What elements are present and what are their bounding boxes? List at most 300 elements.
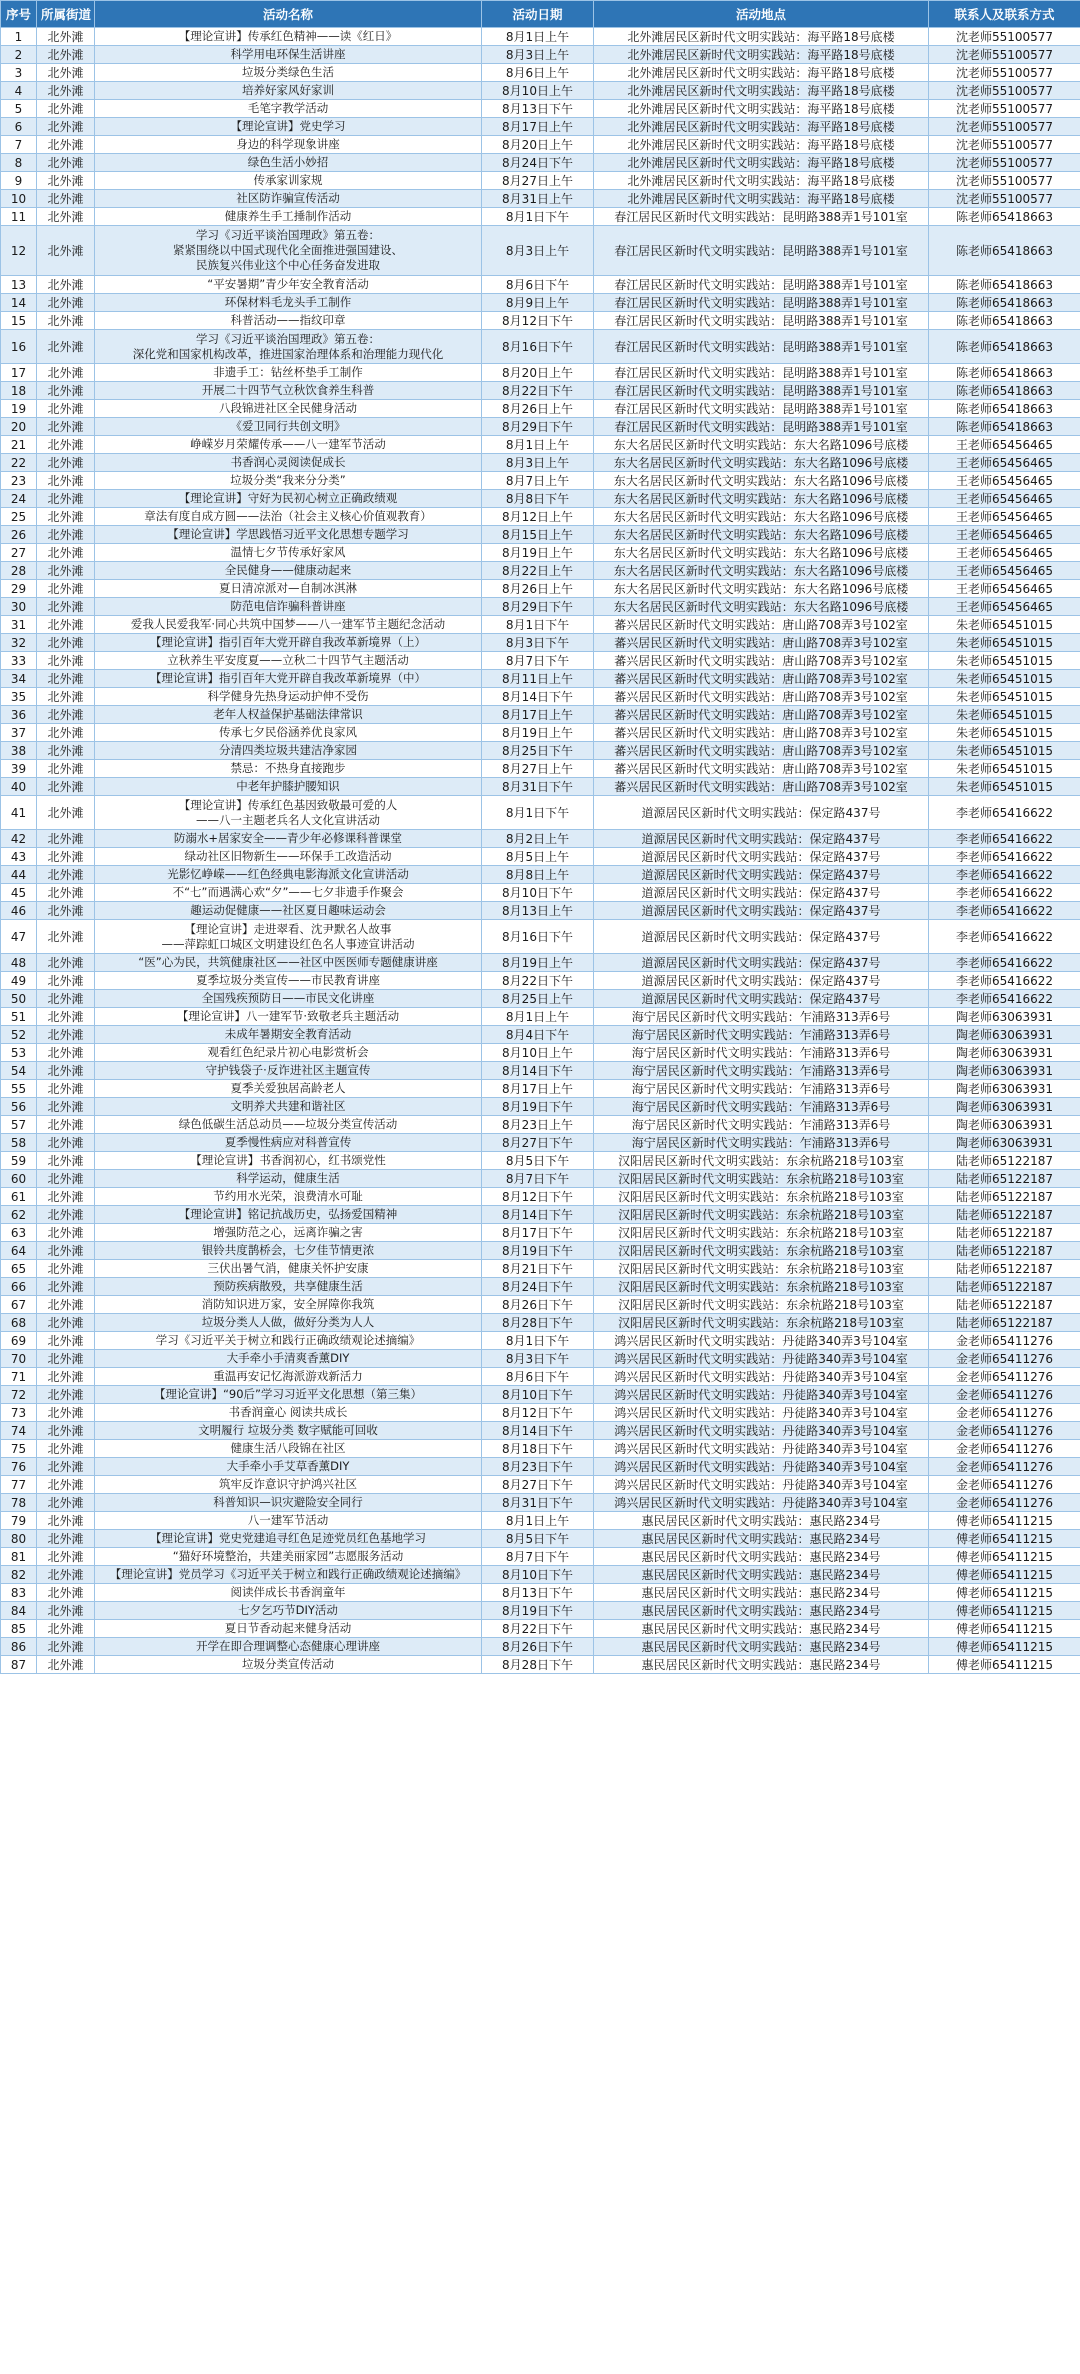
row-index: 48 [1,954,37,972]
row-activity-name: 温情七夕节传承好家风 [95,544,482,562]
row-contact: 陶老师63063931 [929,1116,1080,1134]
row-street: 北外滩 [37,364,95,382]
row-activity-name: 银铃共度鹊桥会，七夕佳节情更浓 [95,1242,482,1260]
row-activity-date: 8月8日上午 [482,866,594,884]
row-street: 北外滩 [37,1386,95,1404]
row-activity-location: 东大名居民区新时代文明实践站：东大名路1096号底楼 [594,436,929,454]
row-street: 北外滩 [37,1620,95,1638]
row-activity-location: 蕃兴居民区新时代文明实践站：唐山路708弄3号102室 [594,742,929,760]
row-activity-location: 惠民居民区新时代文明实践站：惠民路234号 [594,1530,929,1548]
row-street: 北外滩 [37,118,95,136]
row-activity-name: 防溺水+居家安全——青少年必修课科普课堂 [95,830,482,848]
row-street: 北外滩 [37,616,95,634]
row-street: 北外滩 [37,884,95,902]
row-activity-date: 8月19日上午 [482,544,594,562]
row-activity-name: 全国残疾预防日——市民文化讲座 [95,990,482,1008]
row-street: 北外滩 [37,526,95,544]
table-row [1,1602,1080,1620]
row-street: 北外滩 [37,208,95,226]
row-activity-location: 道源居民区新时代文明实践站：保定路437号 [594,972,929,990]
row-activity-date: 8月17日上午 [482,118,594,136]
row-activity-date: 8月22日下午 [482,382,594,400]
row-activity-name: 环保材料毛龙头手工制作 [95,294,482,312]
row-index: 17 [1,364,37,382]
row-activity-location: 北外滩居民区新时代文明实践站：海平路18号底楼 [594,172,929,190]
row-activity-name: 七夕乞巧节DIY活动 [95,1602,482,1620]
row-index: 3 [1,64,37,82]
table-row [1,848,1080,866]
row-activity-date: 8月3日下午 [482,1350,594,1368]
row-activity-name: 节约用水光荣，浪费清水可耻 [95,1188,482,1206]
row-activity-location: 北外滩居民区新时代文明实践站：海平路18号底楼 [594,82,929,100]
row-index: 20 [1,418,37,436]
row-activity-name: 垃圾分类“我来分分类” [95,472,482,490]
row-activity-name: 【理论宣讲】八一建军节·致敬老兵主题活动 [95,1008,482,1026]
row-contact: 陈老师65418663 [929,294,1080,312]
table-row [1,472,1080,490]
row-activity-location: 海宁居民区新时代文明实践站：乍浦路313弄6号 [594,1080,929,1098]
table-row [1,1224,1080,1242]
row-activity-name: 增强防范之心，远离诈骗之害 [95,1224,482,1242]
row-contact: 朱老师65451015 [929,616,1080,634]
row-activity-name: 【理论宣讲】指引百年大党开辟自我改革新境界（上） [95,634,482,652]
row-contact: 傅老师65411215 [929,1548,1080,1566]
row-activity-location: 海宁居民区新时代文明实践站：乍浦路313弄6号 [594,1062,929,1080]
row-index: 54 [1,1062,37,1080]
table-row [1,778,1080,796]
row-activity-name: 【理论宣讲】学思践悟习近平文化思想专题学习 [95,526,482,544]
row-index: 87 [1,1656,37,1674]
row-street: 北外滩 [37,1026,95,1044]
row-contact: 朱老师65451015 [929,742,1080,760]
row-activity-date: 8月10日上午 [482,82,594,100]
row-contact: 朱老师65451015 [929,652,1080,670]
row-activity-name: 光影忆峥嵘——红色经典电影海派文化宣讲活动 [95,866,482,884]
table-row [1,172,1080,190]
table-row [1,490,1080,508]
row-contact: 王老师65456465 [929,436,1080,454]
row-index: 18 [1,382,37,400]
row-activity-date: 8月31日上午 [482,190,594,208]
row-activity-name: 科普知识—识灾避险安全同行 [95,1494,482,1512]
row-street: 北外滩 [37,742,95,760]
row-activity-name: 学习《习近平关于树立和践行正确政绩观论述摘编》 [95,1332,482,1350]
header-contact: 联系人及联系方式 [929,1,1080,28]
row-activity-location: 汉阳居民区新时代文明实践站：东余杭路218号103室 [594,1188,929,1206]
row-contact: 李老师65416622 [929,990,1080,1008]
row-index: 66 [1,1278,37,1296]
row-contact: 陆老师65122187 [929,1296,1080,1314]
row-contact: 王老师65456465 [929,598,1080,616]
row-contact: 李老师65416622 [929,954,1080,972]
row-street: 北外滩 [37,670,95,688]
row-activity-location: 海宁居民区新时代文明实践站：乍浦路313弄6号 [594,1044,929,1062]
row-street: 北外滩 [37,1224,95,1242]
row-activity-date: 8月19日上午 [482,724,594,742]
row-activity-date: 8月7日下午 [482,1170,594,1188]
row-index: 85 [1,1620,37,1638]
row-activity-date: 8月17日上午 [482,706,594,724]
row-activity-location: 春江居民区新时代文明实践站：昆明路388弄1号101室 [594,330,929,364]
row-activity-date: 8月19日下午 [482,1602,594,1620]
row-contact: 傅老师65411215 [929,1512,1080,1530]
row-index: 6 [1,118,37,136]
row-activity-date: 8月19日上午 [482,954,594,972]
row-activity-date: 8月22日上午 [482,562,594,580]
table-row [1,830,1080,848]
row-activity-name: 垃圾分类人人做，做好分类为人人 [95,1314,482,1332]
row-activity-name: 【理论宣讲】指引百年大党开辟自我改革新境界（中） [95,670,482,688]
row-activity-name: 开学在即合理调整心态健康心理讲座 [95,1638,482,1656]
row-contact: 金老师65411276 [929,1404,1080,1422]
table-row [1,1062,1080,1080]
row-activity-name: 垃圾分类绿色生活 [95,64,482,82]
row-contact: 傅老师65411215 [929,1638,1080,1656]
row-street: 北外滩 [37,1584,95,1602]
table-row [1,1386,1080,1404]
row-contact: 陈老师65418663 [929,312,1080,330]
row-contact: 沈老师55100577 [929,154,1080,172]
row-index: 42 [1,830,37,848]
table-row [1,634,1080,652]
row-activity-location: 东大名居民区新时代文明实践站：东大名路1096号底楼 [594,508,929,526]
row-index: 21 [1,436,37,454]
row-index: 13 [1,276,37,294]
row-activity-date: 8月5日上午 [482,848,594,866]
row-index: 5 [1,100,37,118]
row-activity-name: 科学健身先热身运动护伸不受伤 [95,688,482,706]
row-contact: 傅老师65411215 [929,1566,1080,1584]
table-row [1,1422,1080,1440]
row-contact: 王老师65456465 [929,526,1080,544]
row-activity-location: 东大名居民区新时代文明实践站：东大名路1096号底楼 [594,544,929,562]
row-activity-date: 8月27日下午 [482,1134,594,1152]
table-row [1,190,1080,208]
row-activity-location: 汉阳居民区新时代文明实践站：东余杭路218号103室 [594,1260,929,1278]
table-row [1,706,1080,724]
table-row [1,1116,1080,1134]
row-index: 9 [1,172,37,190]
table-row [1,1260,1080,1278]
row-activity-date: 8月22日下午 [482,972,594,990]
row-activity-name: 【理论宣讲】铭记抗战历史，弘扬爱国精神 [95,1206,482,1224]
row-activity-name: 学习《习近平谈治国理政》第五卷： 紧紧围绕以中国式现代化全面推进强国建设、 民族复兴伟业这个中心任务奋发进取 [95,226,482,276]
row-activity-location: 春江居民区新时代文明实践站：昆明路388弄1号101室 [594,400,929,418]
row-index: 26 [1,526,37,544]
header-street: 所属街道 [37,1,95,28]
row-street: 北外滩 [37,902,95,920]
row-activity-location: 道源居民区新时代文明实践站：保定路437号 [594,848,929,866]
row-activity-location: 北外滩居民区新时代文明实践站：海平路18号底楼 [594,136,929,154]
row-activity-location: 鸿兴居民区新时代文明实践站：丹徒路340弄3号104室 [594,1332,929,1350]
table-row [1,954,1080,972]
row-activity-date: 8月17日上午 [482,1080,594,1098]
row-activity-date: 8月1日上午 [482,1512,594,1530]
row-activity-date: 8月10日下午 [482,884,594,902]
row-index: 80 [1,1530,37,1548]
row-street: 北外滩 [37,418,95,436]
row-index: 38 [1,742,37,760]
table-row [1,902,1080,920]
row-activity-location: 春江居民区新时代文明实践站：昆明路388弄1号101室 [594,208,929,226]
row-activity-name: 夏日节香动起来健身活动 [95,1620,482,1638]
row-contact: 傅老师65411215 [929,1584,1080,1602]
row-activity-date: 8月3日上午 [482,454,594,472]
row-activity-date: 8月2日上午 [482,830,594,848]
row-activity-location: 蕃兴居民区新时代文明实践站：唐山路708弄3号102室 [594,706,929,724]
row-contact: 朱老师65451015 [929,688,1080,706]
row-activity-location: 春江居民区新时代文明实践站：昆明路388弄1号101室 [594,312,929,330]
row-street: 北外滩 [37,330,95,364]
row-index: 62 [1,1206,37,1224]
row-street: 北外滩 [37,562,95,580]
table-row [1,598,1080,616]
row-activity-name: 老年人权益保护基础法律常识 [95,706,482,724]
row-street: 北外滩 [37,100,95,118]
row-activity-name: “平安暑期”青少年安全教育活动 [95,276,482,294]
table-row [1,1458,1080,1476]
row-activity-location: 道源居民区新时代文明实践站：保定路437号 [594,920,929,954]
row-activity-date: 8月6日上午 [482,64,594,82]
row-street: 北外滩 [37,1242,95,1260]
row-street: 北外滩 [37,1188,95,1206]
row-activity-name: 章法有度自成方圆——法治（社会主义核心价值观教育） [95,508,482,526]
row-index: 16 [1,330,37,364]
row-activity-location: 北外滩居民区新时代文明实践站：海平路18号底楼 [594,46,929,64]
row-contact: 陈老师65418663 [929,418,1080,436]
row-activity-date: 8月17日下午 [482,1224,594,1242]
row-street: 北外滩 [37,400,95,418]
row-street: 北外滩 [37,706,95,724]
row-activity-location: 东大名居民区新时代文明实践站：东大名路1096号底楼 [594,454,929,472]
row-contact: 陆老师65122187 [929,1314,1080,1332]
row-street: 北外滩 [37,848,95,866]
table-row [1,580,1080,598]
row-contact: 金老师65411276 [929,1494,1080,1512]
row-activity-name: 禁忌：不热身直接跑步 [95,760,482,778]
row-activity-date: 8月21日下午 [482,1260,594,1278]
row-activity-location: 鸿兴居民区新时代文明实践站：丹徒路340弄3号104室 [594,1458,929,1476]
row-activity-name: “猫好环境整治，共建美丽家园”志愿服务活动 [95,1548,482,1566]
row-contact: 陈老师65418663 [929,276,1080,294]
row-activity-date: 8月25日下午 [482,742,594,760]
row-activity-date: 8月25日上午 [482,990,594,1008]
row-activity-location: 蕃兴居民区新时代文明实践站：唐山路708弄3号102室 [594,760,929,778]
row-activity-location: 鸿兴居民区新时代文明实践站：丹徒路340弄3号104室 [594,1368,929,1386]
row-activity-name: 【理论宣讲】党员学习《习近平关于树立和践行正确政绩观论述摘编》 [95,1566,482,1584]
row-contact: 朱老师65451015 [929,634,1080,652]
row-activity-location: 春江居民区新时代文明实践站：昆明路388弄1号101室 [594,418,929,436]
row-activity-location: 汉阳居民区新时代文明实践站：东余杭路218号103室 [594,1296,929,1314]
row-activity-location: 鸿兴居民区新时代文明实践站：丹徒路340弄3号104室 [594,1494,929,1512]
row-index: 27 [1,544,37,562]
row-activity-name: 八段锦进社区全民健身活动 [95,400,482,418]
row-activity-date: 8月26日下午 [482,1638,594,1656]
table-row [1,1206,1080,1224]
row-index: 11 [1,208,37,226]
row-street: 北外滩 [37,312,95,330]
row-activity-name: 文明履行 垃圾分类 数字赋能可回收 [95,1422,482,1440]
row-activity-name: 健康养生手工捶制作活动 [95,208,482,226]
row-activity-date: 8月20日上午 [482,364,594,382]
row-index: 49 [1,972,37,990]
row-contact: 金老师65411276 [929,1350,1080,1368]
row-activity-name: 【理论宣讲】传承红色精神——读《红日》 [95,28,482,46]
row-street: 北外滩 [37,46,95,64]
row-activity-date: 8月5日下午 [482,1530,594,1548]
row-activity-location: 惠民居民区新时代文明实践站：惠民路234号 [594,1584,929,1602]
row-index: 81 [1,1548,37,1566]
row-contact: 朱老师65451015 [929,670,1080,688]
row-activity-date: 8月5日下午 [482,1152,594,1170]
row-activity-location: 北外滩居民区新时代文明实践站：海平路18号底楼 [594,64,929,82]
row-activity-location: 东大名居民区新时代文明实践站：东大名路1096号底楼 [594,580,929,598]
table-row [1,312,1080,330]
row-contact: 沈老师55100577 [929,64,1080,82]
row-activity-name: 开展二十四节气立秋饮食养生科普 [95,382,482,400]
row-street: 北外滩 [37,1332,95,1350]
table-row [1,526,1080,544]
row-street: 北外滩 [37,920,95,954]
row-index: 30 [1,598,37,616]
row-index: 74 [1,1422,37,1440]
row-contact: 王老师65456465 [929,562,1080,580]
table-row [1,972,1080,990]
row-contact: 王老师65456465 [929,544,1080,562]
row-index: 57 [1,1116,37,1134]
row-activity-location: 道源居民区新时代文明实践站：保定路437号 [594,830,929,848]
row-contact: 王老师65456465 [929,580,1080,598]
row-street: 北外滩 [37,436,95,454]
row-activity-location: 汉阳居民区新时代文明实践站：东余杭路218号103室 [594,1242,929,1260]
row-activity-name: 社区防诈骗宣传活动 [95,190,482,208]
row-street: 北外滩 [37,1116,95,1134]
row-activity-name: 守护钱袋子·反诈进社区主题宣传 [95,1062,482,1080]
row-activity-date: 8月24日下午 [482,154,594,172]
table-row [1,28,1080,46]
row-activity-location: 惠民居民区新时代文明实践站：惠民路234号 [594,1548,929,1566]
table-row [1,1638,1080,1656]
row-activity-location: 东大名居民区新时代文明实践站：东大名路1096号底楼 [594,526,929,544]
row-activity-location: 蕃兴居民区新时代文明实践站：唐山路708弄3号102室 [594,634,929,652]
row-contact: 沈老师55100577 [929,100,1080,118]
row-index: 51 [1,1008,37,1026]
header-activity-location: 活动地点 [594,1,929,28]
row-activity-location: 蕃兴居民区新时代文明实践站：唐山路708弄3号102室 [594,724,929,742]
row-contact: 陆老师65122187 [929,1206,1080,1224]
table-row [1,616,1080,634]
row-activity-date: 8月24日下午 [482,1278,594,1296]
row-index: 39 [1,760,37,778]
row-activity-date: 8月27日上午 [482,760,594,778]
row-activity-location: 道源居民区新时代文明实践站：保定路437号 [594,884,929,902]
row-street: 北外滩 [37,580,95,598]
table-row [1,1440,1080,1458]
table-row [1,1188,1080,1206]
row-activity-location: 春江居民区新时代文明实践站：昆明路388弄1号101室 [594,226,929,276]
row-street: 北外滩 [37,1458,95,1476]
row-activity-name: 健康生活八段锦在社区 [95,1440,482,1458]
row-activity-name: 爱我人民爱我军·同心共筑中国梦——八一建军节主题纪念活动 [95,616,482,634]
row-activity-date: 8月10日下午 [482,1386,594,1404]
row-activity-location: 汉阳居民区新时代文明实践站：东余杭路218号103室 [594,1224,929,1242]
row-activity-name: 立秋养生平安度夏——立秋二十四节气主题活动 [95,652,482,670]
header-activity-name: 活动名称 [95,1,482,28]
row-activity-date: 8月12日上午 [482,508,594,526]
row-contact: 傅老师65411215 [929,1530,1080,1548]
row-activity-date: 8月18日下午 [482,1440,594,1458]
row-contact: 朱老师65451015 [929,778,1080,796]
row-index: 73 [1,1404,37,1422]
row-activity-name: 【理论宣讲】党史学习 [95,118,482,136]
row-index: 32 [1,634,37,652]
table-row [1,382,1080,400]
row-contact: 金老师65411276 [929,1458,1080,1476]
row-activity-location: 鸿兴居民区新时代文明实践站：丹徒路340弄3号104室 [594,1404,929,1422]
row-activity-date: 8月1日上午 [482,436,594,454]
row-activity-name: 防范电信诈骗科普讲座 [95,598,482,616]
row-activity-name: 不“七”而遇满心欢“夕”——七夕非遗手作聚会 [95,884,482,902]
row-contact: 陈老师65418663 [929,400,1080,418]
row-index: 34 [1,670,37,688]
row-street: 北外滩 [37,1296,95,1314]
row-activity-date: 8月29日下午 [482,598,594,616]
row-contact: 陈老师65418663 [929,226,1080,276]
row-index: 40 [1,778,37,796]
row-contact: 金老师65411276 [929,1332,1080,1350]
row-street: 北外滩 [37,382,95,400]
row-activity-date: 8月13日下午 [482,1584,594,1602]
row-activity-name: 身边的科学现象讲座 [95,136,482,154]
row-street: 北外滩 [37,294,95,312]
row-street: 北外滩 [37,64,95,82]
row-street: 北外滩 [37,1260,95,1278]
row-activity-name: 学习《习近平谈治国理政》第五卷： 深化党和国家机构改革，推进国家治理体系和治理能力现代化 [95,330,482,364]
row-street: 北外滩 [37,1062,95,1080]
row-contact: 金老师65411276 [929,1440,1080,1458]
row-activity-date: 8月1日上午 [482,1008,594,1026]
table-row [1,1314,1080,1332]
row-contact: 陶老师63063931 [929,1098,1080,1116]
row-activity-date: 8月20日上午 [482,136,594,154]
row-activity-date: 8月10日下午 [482,1566,594,1584]
row-activity-date: 8月27日下午 [482,1476,594,1494]
row-activity-date: 8月19日下午 [482,1098,594,1116]
row-contact: 陆老师65122187 [929,1170,1080,1188]
row-activity-location: 道源居民区新时代文明实践站：保定路437号 [594,866,929,884]
row-street: 北外滩 [37,508,95,526]
row-activity-name: 非遗手工：钻丝杯垫手工制作 [95,364,482,382]
row-activity-date: 8月26日上午 [482,400,594,418]
table-row [1,670,1080,688]
row-contact: 沈老师55100577 [929,136,1080,154]
row-activity-date: 8月4日下午 [482,1026,594,1044]
row-activity-location: 海宁居民区新时代文明实践站：乍浦路313弄6号 [594,1008,929,1026]
row-activity-date: 8月1日上午 [482,28,594,46]
row-activity-date: 8月14日下午 [482,1062,594,1080]
row-index: 31 [1,616,37,634]
table-row [1,1476,1080,1494]
row-activity-location: 海宁居民区新时代文明实践站：乍浦路313弄6号 [594,1098,929,1116]
row-index: 15 [1,312,37,330]
row-contact: 李老师65416622 [929,796,1080,830]
row-activity-location: 蕃兴居民区新时代文明实践站：唐山路708弄3号102室 [594,616,929,634]
row-activity-location: 鸿兴居民区新时代文明实践站：丹徒路340弄3号104室 [594,1350,929,1368]
table-row [1,724,1080,742]
row-contact: 朱老师65451015 [929,724,1080,742]
row-index: 68 [1,1314,37,1332]
row-activity-date: 8月31日下午 [482,778,594,796]
